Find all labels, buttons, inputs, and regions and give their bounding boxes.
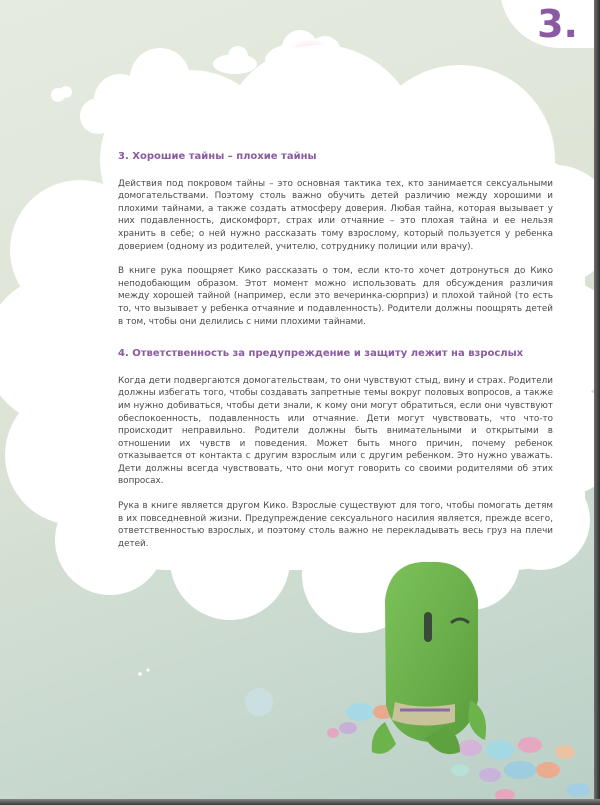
paragraph: Действия под покровом тайны – это основная тактика тех, кто занимается сексуальными домогательствами. Поэтому столь важно обучить детей различию между хорошими и плохими тайнами, а также создать атмосферу доверия. Любая тайна, которая вызывает у них подавленность, дискомфорт, страх или отчаяние – это плохая тайна и ее нельзя хранить в себе; о ней нужно рассказать тому взрослому, который пользуется у ребенка доверием (одному из родителей, учителю, сотруднику полиции или врачу). — [118, 178, 553, 252]
tiny-cloud — [213, 46, 257, 74]
section-heading: 3. Хорошие тайны – плохие тайны — [118, 151, 317, 162]
sparkle — [147, 669, 150, 672]
section-heading: 4. Ответственность за предупреждение и защиту лежит на взрослых — [118, 348, 524, 360]
paragraph: Когда дети подвергаются домогательствам, то они чувствуют стыд, вину и страх. Родители должны избегать того, чтобы создавать запретные темы вокруг половых вопросов, а также им нужно добиваться, чтобы дети знали, к кому они могут обратиться, если они чувствуют обеспокоенность, подавленность или отчаяние. Дети могут чувствовать, что что-то происходит неправильно. Родители должны быть внимательными и открытыми в отношении их чувств и поведения. Может быть много причин, почему ребенок отказывается от контакта с другим взрослым или с другим ребенком. Это нужно уважать. Дети должны всегда чувствовать, что они могут говорить со своими родителями об этих вопросах. — [118, 375, 553, 487]
page-edge-shadow — [594, 0, 600, 805]
paragraph: Рука в книге является другом Кико. Взрослые существуют для того, чтобы помогать детям в их повседневной жизни. Предупреждение сексуального насилия является, прежде всего, ответственностью взрослых, и поэтому столь важно не перекладывать весь груз на плечи детей. — [118, 501, 553, 549]
sparkle — [138, 672, 142, 676]
paragraph: В книге рука поощряет Кико рассказать о том, если кто-то хочет дотронуться до Кико неподобающим образом. Этот момент можно использовать для обсуждения различия между хорошей тайной (например, если это вечеринка-сюрприз) и плохой тайной (то есть то, что вызывает у ребенка отчаяние и подавленность). Родители должны поощрять детей в том, чтобы они делились с ними плохими тайнами. — [118, 266, 553, 327]
article-content — [118, 151, 553, 562]
bubble — [245, 688, 273, 716]
tiny-cloud-left — [51, 86, 72, 102]
page-edge-shadow — [0, 799, 600, 805]
page-number: 3. — [537, 2, 578, 46]
kiko-character-illustration — [372, 562, 486, 754]
